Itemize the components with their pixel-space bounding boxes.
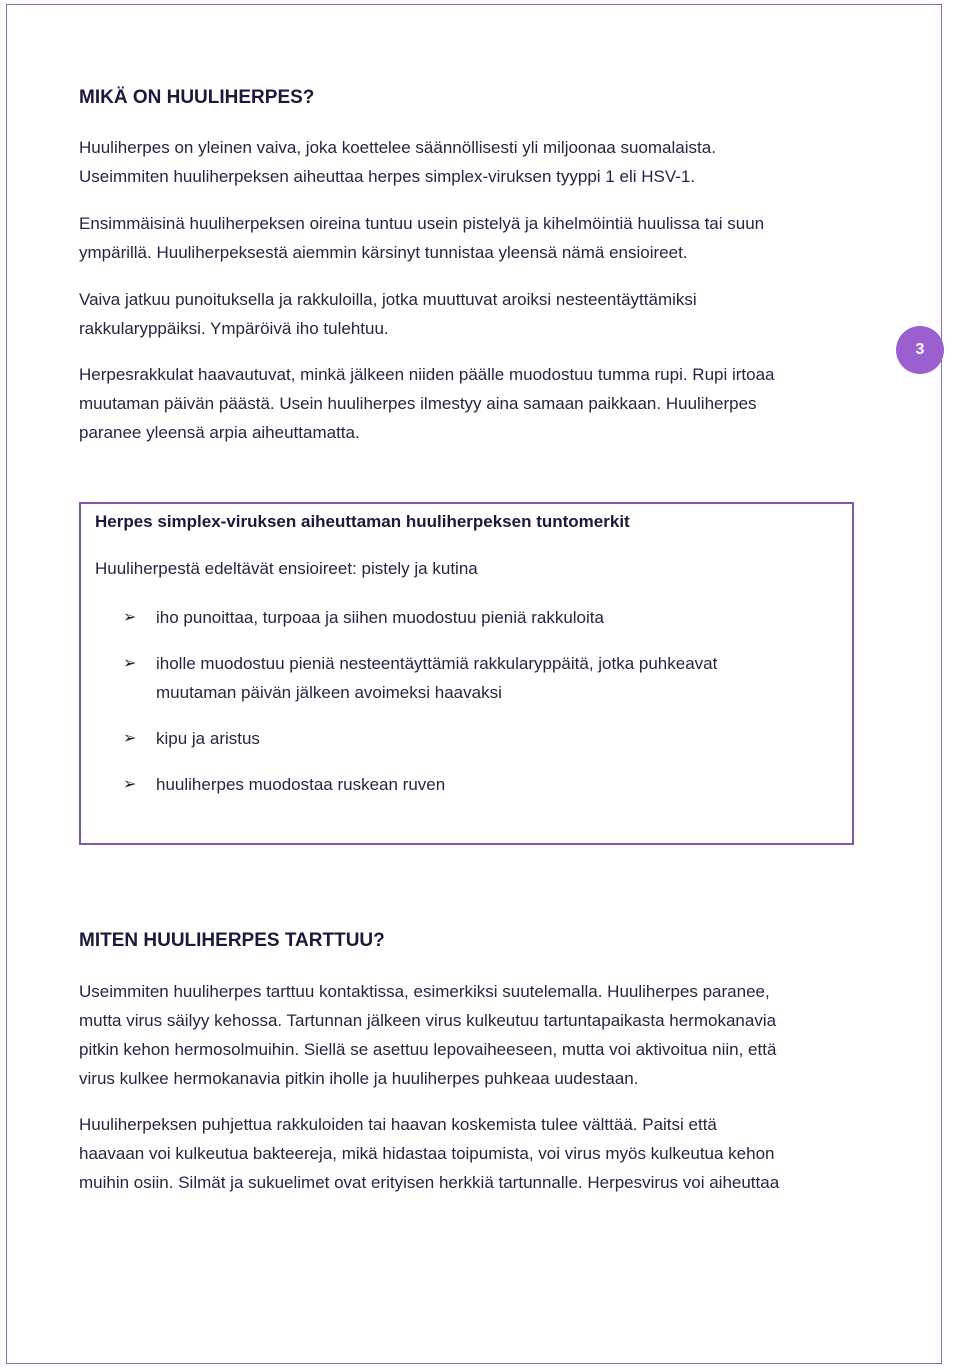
section-title-what-is: MIKÄ ON HUULIHERPES? [79,87,315,108]
paragraph: Herpesrakkulat haavautuvat, minkä jälkeen niiden päälle muodostuu tumma rupi. Rupi irtoaa muutaman päivän päästä. Usein huuliherpes ilmestyy aina samaan paikkaan. Huuliherpes paranee yleensä arpia aiheuttamatta. [79,365,775,442]
arrow-bullet-icon: ➢ [123,609,137,626]
arrow-bullet-icon: ➢ [123,730,137,747]
paragraph: Huuliherpes on yleinen vaiva, joka koettelee säännöllisesti yli miljoonaa suomalaista. Useimmiten huuliherpeksen aiheuttaa herpes simplex-viruksen tyyppi 1 eli HSV-1. [79,138,716,186]
paragraph: Huuliherpeksen puhjettua rakkuloiden tai haavan koskemista tulee välttää. Paitsi että haavaan voi kulkeutua bakteereja, mikä hidastaa toipumista, voi virus myös kulkeutua kehon muihin osiin. Silmät ja sukuelimet ovat erityisen herkkiä tartunnalle. Herpesvirus voi aiheuttaa [79,1115,780,1192]
page-number-badge: 3 [896,326,944,374]
paragraph: Ensimmäisinä huuliherpeksen oireina tuntuu usein pistelyä ja kihelmöintiä huulissa tai suun ympärillä. Huuliherpeksestä aiemmin kärsinyt tunnistaa yleensä nämä ensioireet. [79,214,765,262]
arrow-bullet-icon: ➢ [123,655,137,672]
paragraph: Useimmiten huuliherpes tarttuu kontaktissa, esimerkiksi suutelemalla. Huuliherpes paranee, mutta virus säilyy kehossa. Tartunnan jälkeen virus kulkeutuu tartuntapaikasta hermokanavia pitkin kehon hermosolmuihin. Siellä se asettuu lepovaiheeseen, mutta voi aktivoitua niin, että virus kulkee hermokanavia pitkin iholle ja huuliherpes puhkeaa uudestaan. [79,982,777,1088]
section-title-transmission: MITEN HUULIHERPES TARTTUU? [79,930,385,951]
symptoms-box: Herpes simplex-viruksen aiheuttaman huuliherpeksen tuntomerkit Huuliherpestä edeltävät ensioireet: pistely ja kutina ➢ iho punoittaa, turpoaa ja siihen muodostuu pieniä rakkuloita ➢ iholle muodostuu pieniä nesteentäyttämiä rakkularyppäitä, jotka puhkeavat muutaman päivän jälkeen avoimeksi haavaksi ➢ kipu ja aristus ➢ huuliherpes muodostaa ruskean ruven [79,502,854,845]
paragraph: Vaiva jatkuu punoituksella ja rakkuloilla, jotka muuttuvat aroiksi nesteentäyttämiksi rakkularyppäiksi. Ympäröivä iho tulehtuu. [79,290,697,338]
arrow-bullet-icon: ➢ [123,776,137,793]
symptoms-box-intro: Huuliherpestä edeltävät ensioireet: pistely ja kutina [95,559,478,578]
symptoms-box-title: Herpes simplex-viruksen aiheuttaman huuliherpeksen tuntomerkit [95,512,630,531]
